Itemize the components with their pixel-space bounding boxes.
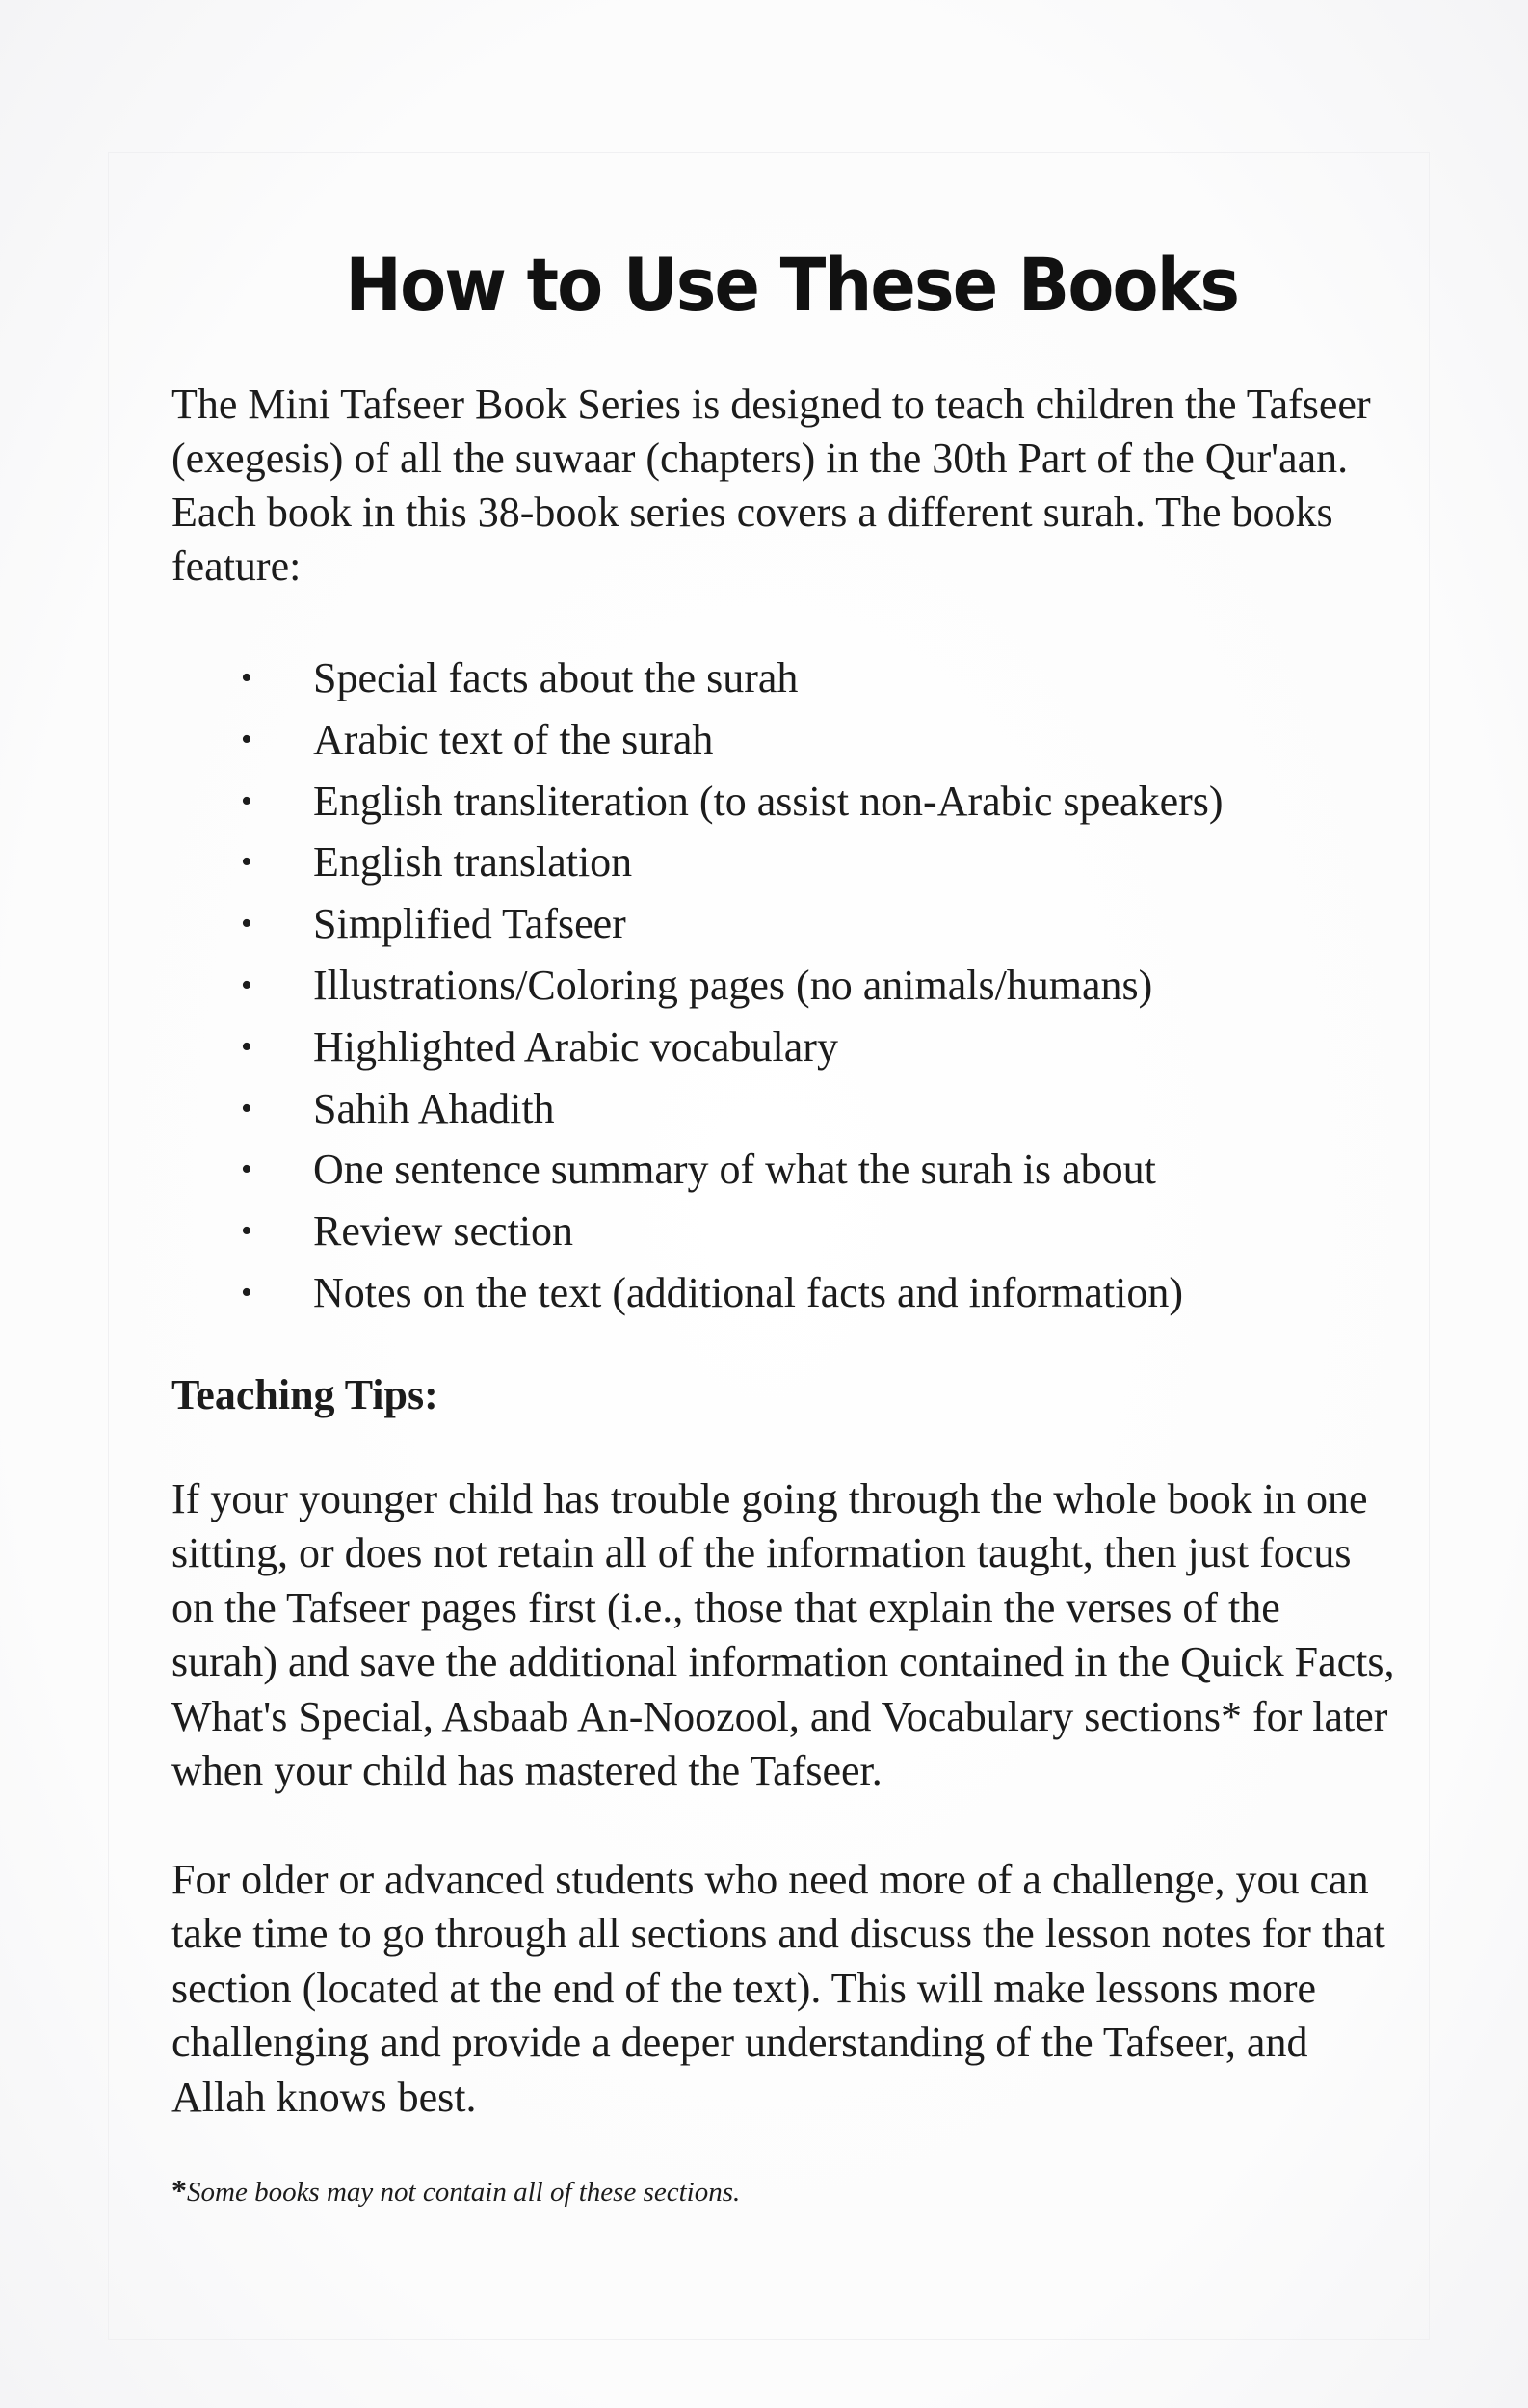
feature-item-translation	[241, 832, 1385, 893]
bullet-icon: •	[241, 782, 252, 819]
bullet-icon: •	[241, 660, 252, 696]
intro-paragraph: The Mini Tafseer Book Series is designed to teach children the Tafseer (exegesis) of all the suwaar (chapters) in the 30th Part of the Qur'aan. Each book in this 38-book series covers a different surah. The books feature:	[171, 381, 1371, 590]
bullet-icon: •	[241, 1090, 252, 1126]
bullet-icon: •	[241, 1151, 252, 1188]
feature-item-special-facts	[241, 648, 1385, 709]
page-title: How to Use These Books	[345, 242, 1239, 328]
bullet-icon: •	[241, 1213, 252, 1250]
feature-label: One sentence summary of what the surah is about	[313, 1146, 1156, 1194]
feature-label: Illustrations/Coloring pages (no animals/humans)	[313, 961, 1153, 1009]
tips-paragraph-younger: If your younger child has trouble going through the whole book in one sitting, or does not retain all of the information taught, then just focus on the Tafseer pages first (i.e., those that explain the verses of the surah) and save the additional information contained in the Quick Facts, What's Special, Asbaab An-Noozool, and Vocabulary sections* for later when your child has mastered the Tafseer.	[171, 1474, 1395, 1795]
feature-label: Sahih Ahadith	[313, 1084, 555, 1132]
feature-label: Arabic text of the surah	[313, 715, 714, 763]
bullet-icon: •	[241, 1274, 252, 1310]
footnote	[171, 2171, 1385, 2211]
tips-paragraph-older: For older or advanced students who need more of a challenge, you can take time to go through all sections and discuss the lesson notes for that section (located at the end of the text). This will make lessons more challenging and provide a deeper understanding of the Tafseer, and Allah knows best.	[171, 1855, 1385, 2121]
footnote-marker: *	[171, 2173, 187, 2209]
footnote-text: Some books may not contain all of these sections.	[187, 2177, 741, 2209]
feature-item-simplified-tafseer	[241, 893, 1385, 955]
bullet-icon: •	[241, 1028, 252, 1065]
feature-label: Highlighted Arabic vocabulary	[313, 1022, 838, 1071]
bullet-icon: •	[241, 721, 252, 757]
feature-label: English translation	[313, 838, 633, 886]
feature-item-notes	[241, 1262, 1385, 1324]
feature-label: English transliteration (to assist non-Arabic speakers)	[313, 777, 1224, 825]
bullet-icon: •	[241, 844, 252, 881]
feature-item-arabic-text	[241, 709, 1385, 771]
bullet-icon: •	[241, 906, 252, 942]
page-content	[171, 242, 1395, 2211]
feature-label: Simplified Tafseer	[313, 900, 626, 948]
teaching-tips-heading: Teaching Tips:	[171, 1370, 438, 1418]
bullet-icon: •	[241, 966, 252, 1003]
feature-label: Special facts about the surah	[313, 654, 799, 701]
feature-item-vocabulary	[241, 1017, 1385, 1078]
feature-item-summary	[241, 1139, 1385, 1201]
feature-item-transliteration	[241, 771, 1385, 833]
feature-label: Notes on the text (additional facts and information)	[313, 1268, 1183, 1316]
feature-list	[171, 648, 1385, 1324]
feature-item-review	[241, 1201, 1385, 1262]
feature-item-ahadith	[241, 1078, 1385, 1140]
feature-label: Review section	[313, 1207, 574, 1256]
feature-item-illustrations	[241, 955, 1385, 1017]
